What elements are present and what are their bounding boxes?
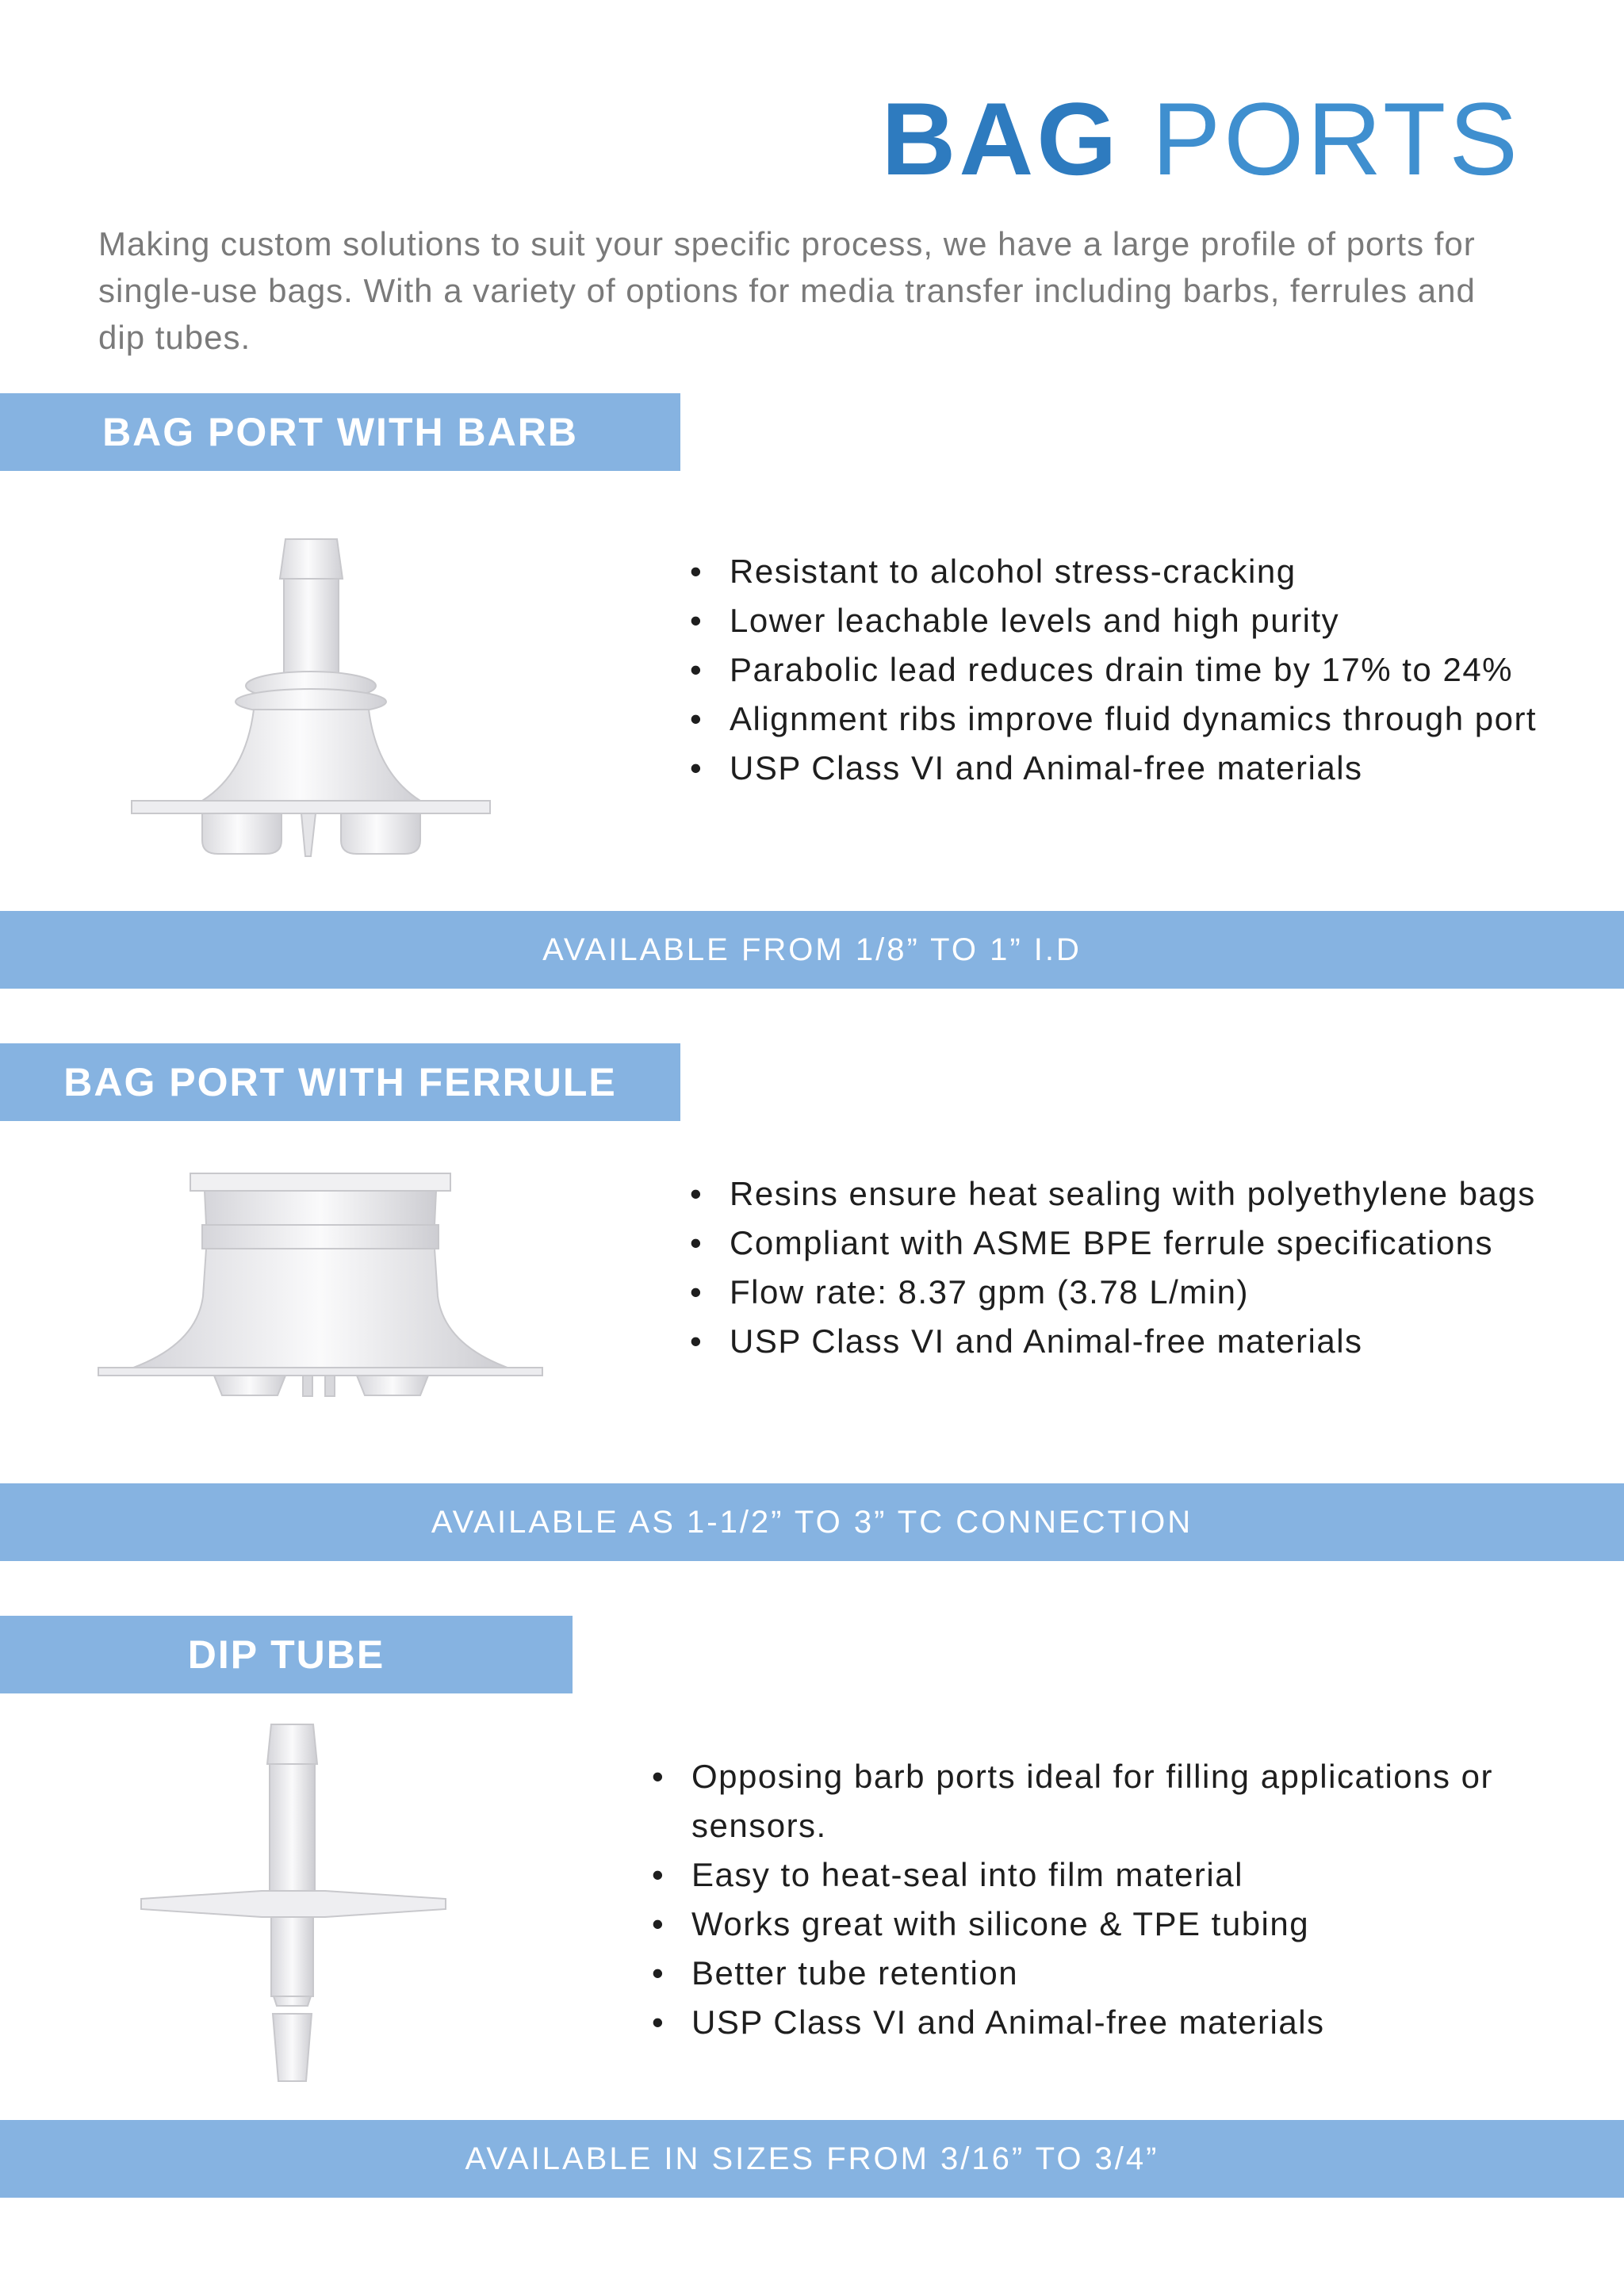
feature-item: • Alignment ribs improve fluid dynamics through port — [690, 695, 1586, 744]
intro-paragraph: Making custom solutions to suit your specific process, we have a large profile of ports for single-use bags. With a variety of options for media transfer including barbs, ferrules and dip tubes. — [98, 225, 1476, 356]
feature-item: • Better tube retention — [652, 1949, 1588, 1998]
section-heading-barb: BAG PORT WITH BARB — [0, 393, 680, 471]
title-light: PORTS — [1151, 81, 1521, 197]
ferrule-port-image — [95, 1169, 547, 1407]
ferrule-feature-list — [690, 1169, 1586, 1366]
availability-band-ferrule: AVAILABLE AS 1-1/2” TO 3” TC CONNECTION — [0, 1483, 1624, 1561]
section-heading-ferrule: BAG PORT WITH FERRULE — [0, 1043, 680, 1121]
availability-band-barb: AVAILABLE FROM 1/8” TO 1” I.D — [0, 911, 1624, 989]
feature-item: • Resins ensure heat sealing with polyethylene bags — [690, 1169, 1586, 1219]
feature-item: • Resistant to alcohol stress-cracking — [690, 547, 1586, 596]
availability-band-dip-tube: AVAILABLE IN SIZES FROM 3/16” TO 3/4” — [0, 2120, 1624, 2198]
feature-item: • Works great with silicone & TPE tubing — [652, 1900, 1588, 1949]
feature-item: • Parabolic lead reduces drain time by 17% to 24% — [690, 645, 1586, 695]
feature-item: • Lower leachable levels and high purity — [690, 596, 1586, 645]
feature-item: • Compliant with ASME BPE ferrule specifications — [690, 1219, 1586, 1268]
feature-item: • Flow rate: 8.37 gpm (3.78 L/min) — [690, 1268, 1586, 1317]
feature-item: • USP Class VI and Animal-free materials — [652, 1998, 1588, 2047]
feature-item: • USP Class VI and Animal-free materials — [690, 1317, 1586, 1366]
feature-item: • Opposing barb ports ideal for filling applications or sensors. — [652, 1752, 1588, 1850]
page-title — [881, 81, 1522, 197]
section-heading-dip-tube: DIP TUBE — [0, 1616, 573, 1693]
dip-tube-image — [135, 1720, 452, 2093]
title-bold: BAG — [881, 81, 1120, 197]
feature-item: • Easy to heat-seal into film material — [652, 1850, 1588, 1900]
barb-port-image — [127, 535, 500, 860]
barb-feature-list — [690, 547, 1586, 793]
dip-tube-feature-list — [652, 1752, 1588, 2047]
feature-item: • USP Class VI and Animal-free materials — [690, 744, 1586, 793]
